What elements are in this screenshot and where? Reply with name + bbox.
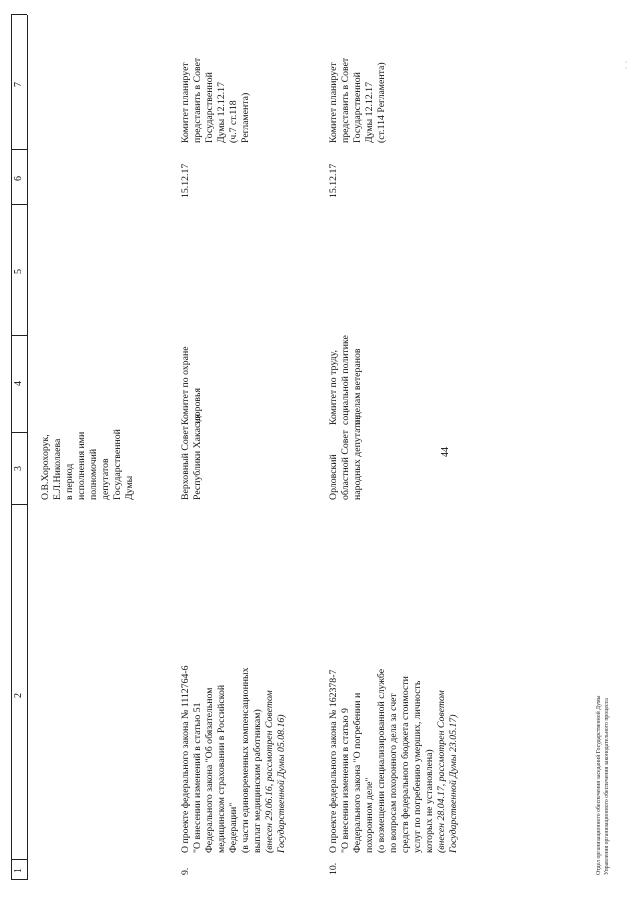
footer-line: Управления организационного обеспечения законодательного процесса [603, 698, 610, 875]
page-number: 44 [440, 447, 451, 457]
submission-note: (внесен 29.06.16, рассмотрен Советом [264, 690, 275, 853]
text-line: выплат медицинским работникам) [252, 709, 263, 853]
text-line: (о возмещении специализированной службе [376, 668, 387, 853]
text-line: представить в Совет [340, 57, 351, 143]
text-line: Государственной [204, 72, 215, 143]
row-number: 10. [328, 862, 339, 875]
column-header-6: 6 [13, 176, 24, 181]
column-header-4: 4 [13, 381, 24, 386]
submission-note: Государственной Думы 23.05.17) [448, 714, 459, 853]
text-line: полномочий [88, 448, 99, 500]
scan-mark: · [624, 61, 630, 63]
header-divider [11, 335, 27, 336]
text-line: Федерации" [228, 802, 239, 853]
text-line: Государственной [352, 72, 363, 143]
text-line: Думы 12.12.17 [364, 82, 375, 143]
text-line: исполнения ими [76, 431, 87, 500]
text-line: Комитет по охране [180, 346, 191, 425]
row-number: 9. [180, 867, 191, 875]
text-line: областной Совет [340, 430, 351, 500]
text-line: Регламента) [240, 92, 251, 143]
header-divider [11, 432, 27, 433]
text-line: по вопросам похоронного дела за счет [388, 693, 399, 853]
column-header-5: 5 [13, 269, 24, 274]
text-line: здоровья [192, 388, 203, 425]
text-line: услуг по погребению умерших, личность [412, 680, 423, 853]
text-line: Думы 12.12.17 [216, 82, 227, 143]
text-line: похоронном деле" [364, 777, 375, 853]
text-line: социальной политике [340, 335, 351, 425]
text-line: Федерального закона "О погребении и [352, 692, 363, 853]
footer-department [596, 695, 611, 875]
header-divider [11, 14, 27, 15]
header-divider [11, 879, 27, 880]
header-divider [11, 204, 27, 205]
text-line: народных депутатов [352, 415, 363, 500]
column-header-2: 2 [13, 693, 24, 698]
header-divider [11, 504, 27, 505]
header-divider [11, 859, 27, 860]
text-line: Федерального закона "Об обязательном [204, 687, 215, 853]
text-line: Е.Л.Николаева [52, 438, 63, 500]
text-line: "О внесении изменений в статью 51 [192, 702, 203, 853]
text-line: О проекте федерального закона № 162378-7 [328, 669, 339, 853]
date: 15.12.17 [328, 163, 339, 198]
text-line: Комитет планирует [180, 62, 191, 143]
text-line: О проекте федерального закона № 1112764-6 [180, 665, 191, 853]
text-line: в период [64, 463, 75, 500]
text-line: О.В.Хорохорук, [40, 434, 51, 500]
date: 15.12.17 [180, 163, 191, 198]
text-line: Государственной [112, 429, 123, 500]
text-line: медицинском страховании в Российской [216, 684, 227, 853]
text-line: (в части единовременных компенсационных [240, 667, 251, 853]
text-line: (ч.7 ст.118 [228, 100, 239, 143]
text-line: средств федерального бюджета стоимости [400, 676, 411, 853]
header-divider [11, 149, 27, 150]
text-line: депутатов [100, 458, 111, 500]
text-line: и делам ветеранов [352, 348, 363, 425]
text-line: Республики Хакасия [192, 413, 203, 500]
text-line: Комитет планирует [328, 62, 339, 143]
header-bottom-border [27, 15, 28, 880]
footer-line: Отдел организационного обеспечения заседаний Государственной Думы [596, 695, 602, 875]
text-line: Думы [124, 475, 135, 500]
text-line: представить в Совет [192, 57, 203, 143]
text-line: "О внесении изменения в статью 9 [340, 708, 351, 853]
text-line: которых не установлена) [424, 749, 435, 853]
column-header-1: 1 [13, 868, 24, 873]
header-top-border [11, 15, 12, 880]
column-header-3: 3 [13, 466, 24, 471]
text-line: Верховный Совет [180, 426, 191, 500]
text-line: (ст.114 Регламента) [376, 62, 387, 143]
submission-note: (внесен 28.04.17, рассмотрен Советом [436, 690, 447, 853]
text-line: Орловский [328, 454, 339, 500]
scan-mark: · [624, 67, 630, 69]
submission-note: Государственной Думы 05.08.16) [276, 714, 287, 853]
column-header-7: 7 [13, 82, 24, 87]
text-line: Комитет по труду, [328, 350, 339, 425]
